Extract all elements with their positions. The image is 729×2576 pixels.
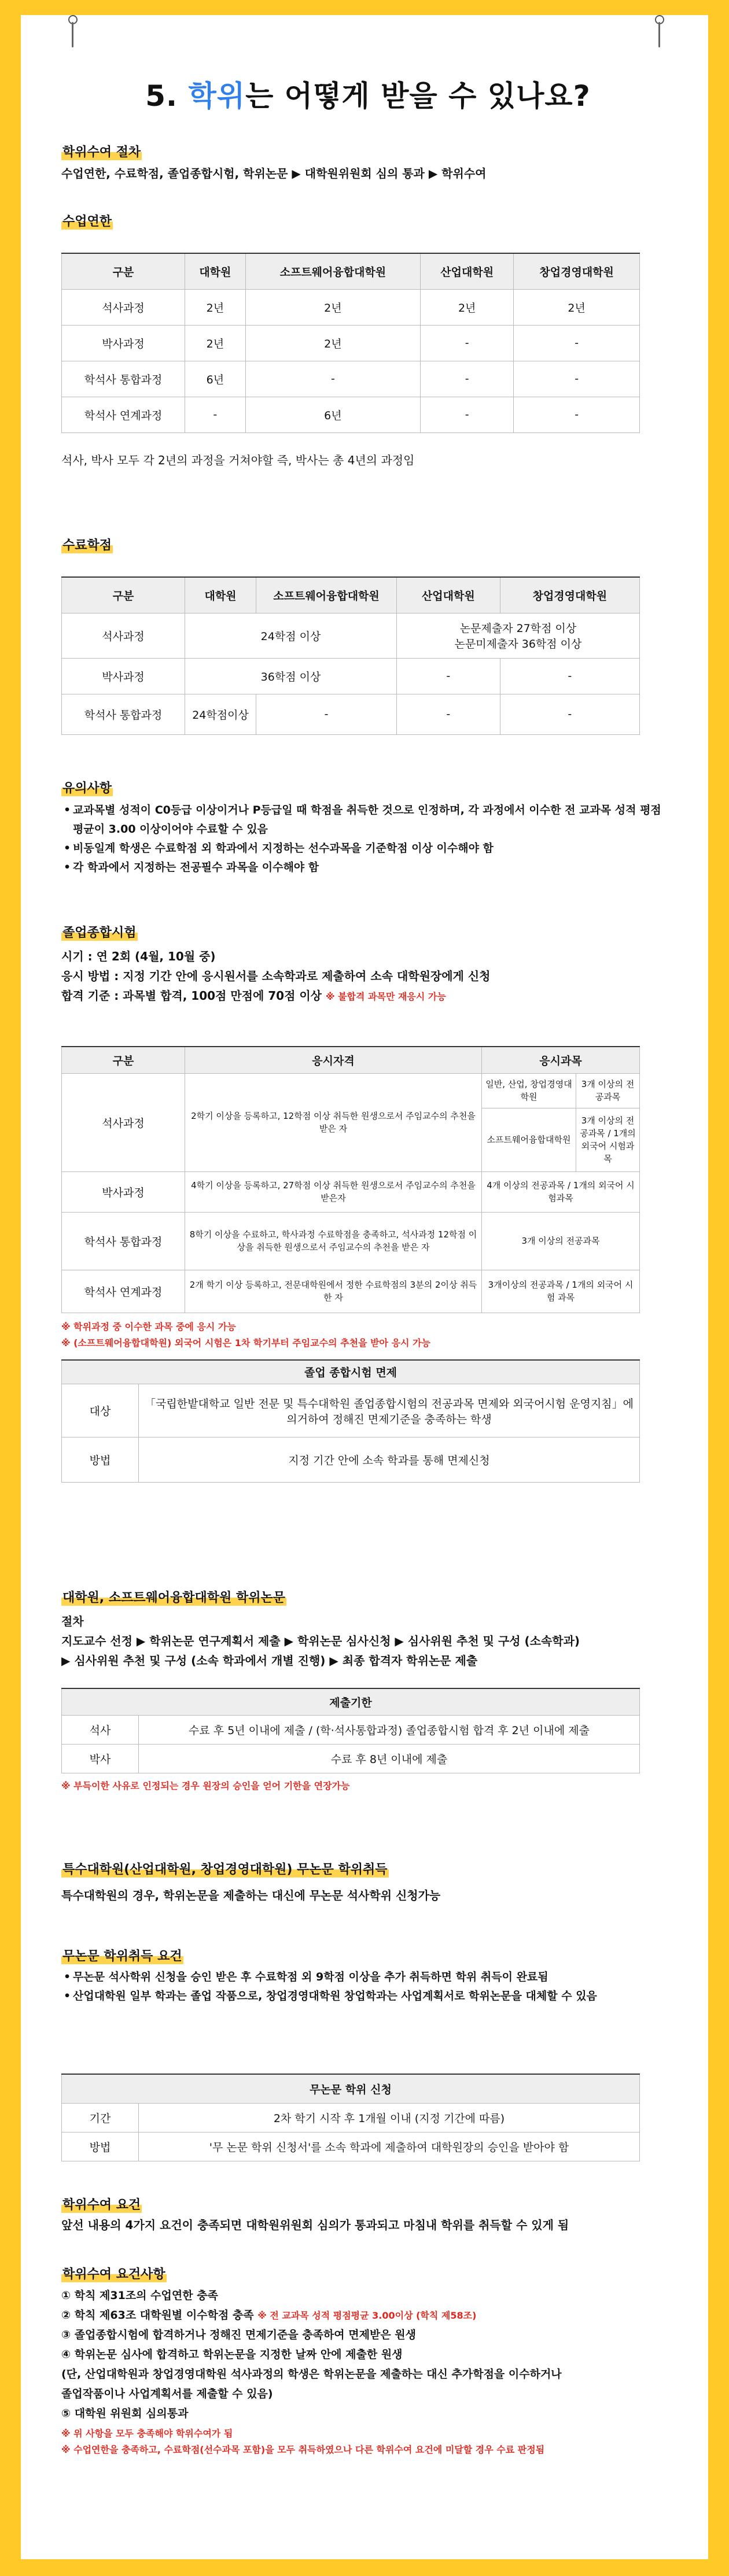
table-row: 석사과정 2년 2년 2년 2년 <box>62 289 640 325</box>
table-row: 박사과정 4학기 이상을 등록하고, 27학점 이상 취득한 원생으로서 주임교수의 추천을 받은자 4개 이상의 전공과목 / 1개의 외국어 시험과목 <box>62 1171 640 1212</box>
exam-eligibility-table: 구분 응시자격 응시과목 석사과정 2학기 이상을 등록하고, 12학점 이상 취득한 원생으로서 주임교수의 추천을 받은 자 일반, 산업, 창업경영대학원 3개 이상의 전공과목 소프트웨어융합대학원 3개 이상의 전공과목 / 1개의 외국어 시험과목 박사과정 4학기 이상을 등록하고, 27학점 이상 취득한 원생으로서 주임교수의 추천을 받은자 4개 이상의 전공과목 / 1개의 외국어 시험과목 학석사 통합과정 8학기 이상을 수료하고, 학사과정 수료학점을 충족하고, 석사과정 12학점 이상을 취득한 원생으로서 주임교수의 추천을 받은 자 3개 이상의 전공과목 학석사 연계과정 2개 학기 이상 등록하고, 전문대학원에서 정한 수료학점의 3분의 2이상 취득한 자 3개이상의 전공과목 / 1개의 외국어 시험 과목 <box>61 1046 640 1313</box>
section-header: 학위수여 요건사항 <box>61 2264 167 2282</box>
requirements-section <box>61 2195 675 2235</box>
list-item: ⑤ 대학원 위원회 심의통과 <box>61 2407 189 2420</box>
no-thesis-req-section <box>61 1946 663 2006</box>
table-row: 소프트웨어융합대학원 3개 이상의 전공과목 / 1개의 외국어 시험과목 <box>62 1108 640 1171</box>
notes-section <box>61 778 663 877</box>
exam-schedule: 시기 : 연 2회 (4월, 10월 중) <box>61 949 216 963</box>
list-item: • 비동일계 학생은 수료학점 외 학과에서 지정하는 선수과목을 기준학점 이상 이수해야 함 <box>61 839 663 858</box>
section-header: 수료학점 <box>61 535 113 553</box>
table-row: 학석사 통합과정 24학점이상 - - - <box>62 694 640 734</box>
requirements-list-section <box>61 2264 675 2458</box>
requirements-footnote: ※ 수업연한을 충족하고, 수료학점(선수과목 포함)을 모두 취득하였으나 다른 학위수여 요건에 미달할 경우 수료 판정됨 <box>61 2444 545 2455</box>
thesis-section <box>61 1588 675 1794</box>
document-page <box>21 15 708 2559</box>
procedure-text: 수업연한, 수료학점, 졸업종합시험, 학위논문 ▶ 대학원위원회 심의 통과 ▶ 학위수여 <box>61 167 487 180</box>
section-header: 대학원, 소프트웨어융합대학원 학위논문 <box>61 1588 286 1606</box>
deadline-table: 제출기한 석사 수료 후 5년 이내에 제출 / (학·석사통합과정) 졸업종합시험 합격 후 2년 이내에 제출 박사 수료 후 8년 이내에 제출 <box>61 1688 640 1773</box>
credits-table: 구분 대학원 소프트웨어융합대학원 산업대학원 창업경영대학원 석사과정 24학점 이상 논문제출자 27학점 이상 논문미제출자 36학점 이상 박사과정 36학점 이상 - - 학석사 통합과정 24학점이상 - - - <box>61 576 640 735</box>
table-row: 기간 2차 학기 시작 후 1개월 이내 (지정 기간에 따름) <box>62 2103 640 2132</box>
study-period-table: 구분 대학원 소프트웨어융합대학원 산업대학원 창업경영대학원 석사과정 2년 2년 2년 2년 박사과정 2년 2년 - - 학석사 통합과정 6년 - - - 학석사 연계과정 - 6년 - - <box>61 253 640 433</box>
section-header: 무논문 학위취득 요건 <box>61 1946 183 1964</box>
section-header: 특수대학원(산업대학원, 창업경영대학원) 무논문 학위취득 <box>61 1860 389 1878</box>
section-header: 수업연한 <box>61 212 113 230</box>
table-row: 학석사 연계과정 - 6년 - - <box>62 397 640 433</box>
list-item: ③ 졸업종합시험에 합격하거나 정해진 면제기준을 충족하여 면제받은 원생 <box>61 2329 417 2341</box>
list-item: • 각 학과에서 지정하는 전공필수 과목을 이수해야 함 <box>61 858 663 877</box>
section-header: 학위수여 절차 <box>61 142 142 160</box>
list-item: 졸업작품이나 사업계획서를 제출할 수 있음) <box>61 2387 273 2400</box>
table-row: 박사 수료 후 8년 이내에 제출 <box>62 1744 640 1773</box>
section-header: 유의사항 <box>61 778 113 796</box>
table-row: 학석사 연계과정 2개 학기 이상 등록하고, 전문대학원에서 정한 수료학점의 3분의 2이상 취득한 자 3개이상의 전공과목 / 1개의 외국어 시험 과목 <box>62 1270 640 1313</box>
thesis-steps: ▶ 심사위원 추천 및 구성 (소속 학과에서 개별 진행) ▶ 최종 합격자 학위논문 제출 <box>61 1654 478 1668</box>
special-text: 특수대학원의 경우, 학위논문을 제출하는 대신에 무논문 석사학위 신청가능 <box>61 1888 441 1902</box>
thesis-subheader: 절차 <box>61 1614 84 1628</box>
table-row: 학석사 통합과정 8학기 이상을 수료하고, 학사과정 수료학점을 충족하고, 석사과정 12학점 이상을 취득한 원생으로서 주임교수의 추천을 받은 자 3개 이상의 전공과목 <box>62 1212 640 1270</box>
list-item: • 산업대학원 일부 학과는 졸업 작품으로, 창업경영대학원 창업학과는 사업계획서로 학위논문을 대체할 수 있음 <box>61 1987 663 2006</box>
list-item: (단, 산업대학원과 창업경영대학원 석사과정의 학생은 학위논문을 제출하는 대신 추가학점을 이수하거나 <box>61 2368 562 2381</box>
section-header: 학위수여 요건 <box>61 2195 142 2213</box>
list-item: • 교과목별 성적이 C0등급 이상이거나 P등급일 때 학점을 취득한 것으로 인정하며, 각 과정에서 이수한 전 교과목 성적 평점평균이 3.00 이상이어야 수료할 수 있음 <box>61 801 663 839</box>
exam-section <box>61 923 675 1483</box>
requirements-text: 앞선 내용의 4가지 요건이 충족되면 대학원위원회 심의가 통과되고 마침내 학위를 취득할 수 있게 됨 <box>61 2218 569 2232</box>
table-row: 대상 「국립한밭대학교 일반 전문 및 특수대학원 졸업종합시험의 전공과목 면제와 외국어시험 운영지침」에 의거하여 정해진 면제기준을 충족하는 학생 <box>62 1384 640 1437</box>
thesis-steps: 지도교수 선정 ▶ 학위논문 연구계획서 제출 ▶ 학위논문 심사신청 ▶ 심사위원 추천 및 구성 (소속학과) <box>61 1634 580 1648</box>
credits-section <box>61 535 640 735</box>
binder-pin-icon <box>68 15 76 50</box>
special-grad-section <box>61 1860 675 1905</box>
degree-procedure-section <box>61 142 486 183</box>
table-row: 박사과정 36학점 이상 - - <box>62 658 640 694</box>
exam-exemption-table: 졸업 종합시험 면제 대상 「국립한밭대학교 일반 전문 및 특수대학원 졸업종합시험의 전공과목 면제와 외국어시험 운영지침」에 의거하여 정해진 면제기준을 충족하는 학생 방법 지정 기간 안에 소속 학과를 통해 면제신청 <box>61 1359 640 1483</box>
deadline-footnote: ※ 부득이한 사유로 인정되는 경우 원장의 승인을 얻어 기한을 연장가능 <box>61 1780 350 1791</box>
page-title: 5. 학위는 어떻게 받을 수 있나요? <box>145 79 591 113</box>
binder-pin-icon <box>655 15 663 50</box>
table-row: 방법 '무 논문 학위 신청서'를 소속 학과에 제출하여 대학원장의 승인을 받아야 함 <box>62 2132 640 2161</box>
exam-footnote: ※ 학위과정 중 이수한 과목 중에 응시 가능 <box>61 1321 236 1332</box>
list-item: ④ 학위논문 심사에 합격하고 학위논문을 지정한 날짜 안에 제출한 원생 <box>61 2348 403 2361</box>
table-row: 학석사 통합과정 6년 - - - <box>62 361 640 397</box>
exam-footnote: ※ (소프트웨어융합대학원) 외국어 시험은 1차 학기부터 주임교수의 추천을 받아 응시 가능 <box>61 1337 430 1348</box>
table-row: 박사과정 2년 2년 - - <box>62 325 640 361</box>
list-item: • 무논문 석사학위 신청을 승인 받은 후 수료학점 외 9학점 이상을 추가 취득하면 학위 취득이 완료됨 <box>61 1968 663 1987</box>
study-period-note: 석사, 박사 모두 각 2년의 과정을 거쳐야할 즉, 박사는 총 4년의 과정임 <box>61 453 415 467</box>
no-thesis-application-table: 무논문 학위 신청 기간 2차 학기 시작 후 1개월 이내 (지정 기간에 따름) 방법 '무 논문 학위 신청서'를 소속 학과에 제출하여 대학원장의 승인을 받아야 함 <box>61 2074 640 2161</box>
list-item: ② 학칙 제63조 대학원별 이수학점 충족 ※ 전 교과목 성적 평점평균 3.00이상 (학칙 제58조) <box>61 2309 477 2322</box>
table-row: 석사과정 2학기 이상을 등록하고, 12학점 이상 취득한 원생으로서 주임교수의 추천을 받은 자 일반, 산업, 창업경영대학원 3개 이상의 전공과목 <box>62 1073 640 1108</box>
table-row: 석사과정 24학점 이상 논문제출자 27학점 이상 논문미제출자 36학점 이상 <box>62 613 640 658</box>
section-header: 졸업종합시험 <box>61 923 138 941</box>
exam-criteria: 합격 기준 : 과목별 합격, 100점 만점에 70점 이상 ※ 불합격 과목만 재응시 가능 <box>61 989 446 1003</box>
list-item: ① 학칙 제31조의 수업연한 충족 <box>61 2289 218 2302</box>
requirements-footnote: ※ 위 사항을 모두 충족해야 학위수여가 됨 <box>61 2428 233 2439</box>
table-row: 석사 수료 후 5년 이내에 제출 / (학·석사통합과정) 졸업종합시험 합격 후 2년 이내에 제출 <box>62 1715 640 1744</box>
exam-method: 응시 방법 : 지정 기간 안에 응시원서를 소속학과로 제출하여 소속 대학원장에게 신청 <box>61 969 491 983</box>
table-row: 방법 지정 기간 안에 소속 학과를 통해 면제신청 <box>62 1437 640 1483</box>
study-period-section <box>61 212 640 470</box>
